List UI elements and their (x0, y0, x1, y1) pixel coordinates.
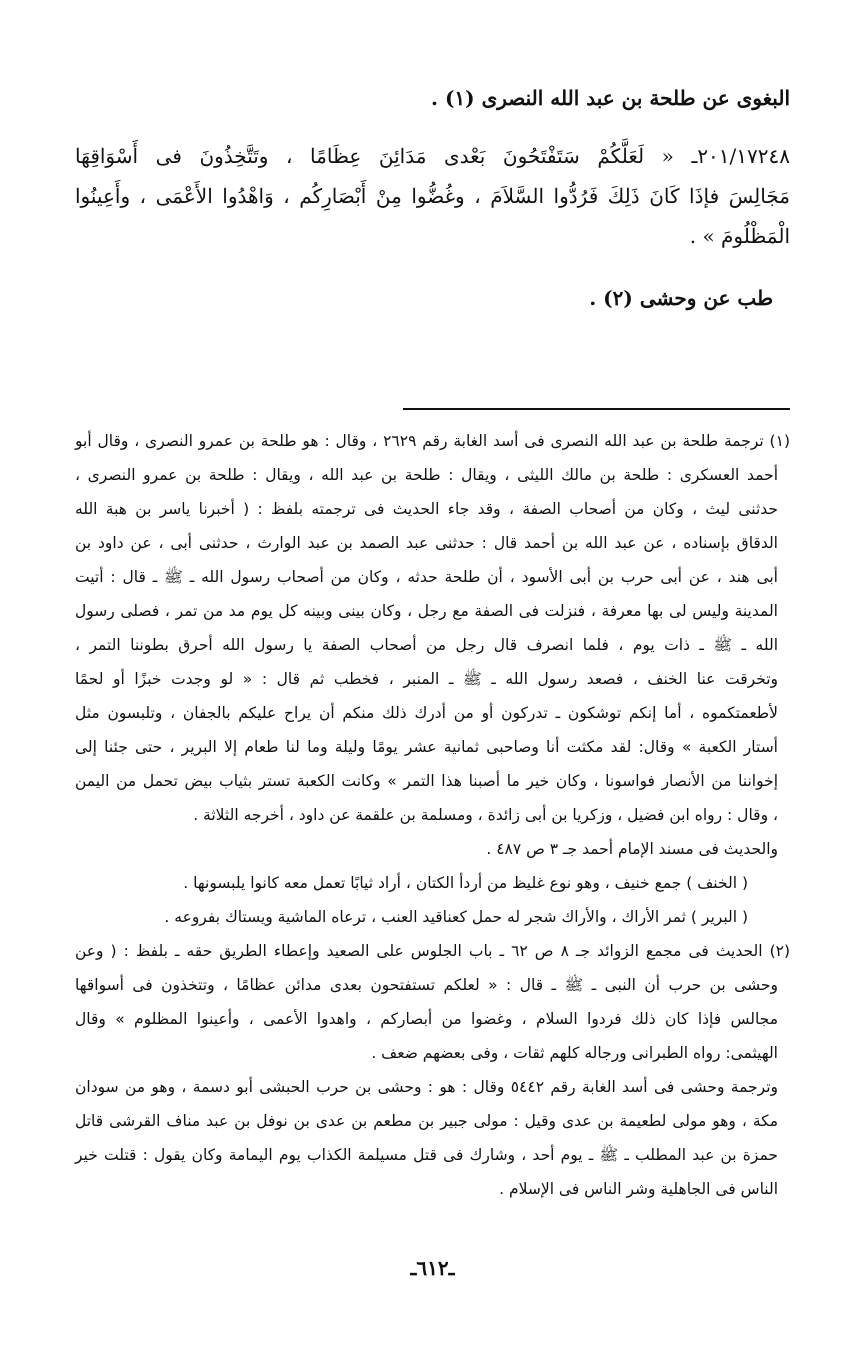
footnote-line: لأطعمتكموه ، أما إنكم توشكون ـ تدركون أو من أدرك ذلك منكم أن يراح عليكم بالجفان ، وتلبسون مثل (75, 704, 778, 722)
footnote-line: وحشى بن حرب أن النبى ـ ﷺ ـ قال : « لعلكم تستفتحون بعدى مدائن عظامًا ، وتتخذون فى أسواقها (75, 976, 778, 994)
footnotes (75, 424, 790, 1206)
hadith-line: ٢٠١/١٧٢٤٨ـ « لَعَلَّكُمْ سَتَفْتَحُونَ بَعْدى مَدَائِنَ عِظَامًا ، وتَتَّخِذُونَ فى أَسْوَاقِهَا (75, 144, 790, 168)
footnote-line: أبى هند ، عن أبى حرب بن أبى الأسود ، أن طلحة حدثه ، وكان من أصحاب رسول الله ـ ﷺ ـ قال : أتيت (75, 568, 778, 586)
footnote-line: أستار الكعبة » وقال: لقد مكثت أنا وصاحبى ثمانية عشر يومًا وليلة وما لنا طعام إلا البرير ، حتى جئنا إلى (75, 738, 778, 756)
footnote-line: المدينة وليس لى بها معرفة ، فنزلت فى الصفة مع رجل ، وكان بينى وبينه كل يوم مد من تمر ، فصلى رسول (75, 602, 778, 620)
footnote-line: ( الخنف ) جمع خنيف ، وهو نوع غليظ من أردأ الكتان ، أراد ثيابًا تعمل معه كانوا يلبسونها . (183, 874, 748, 892)
footnote-line: إخواننا من الأنصار فواسونا ، وكان خير ما أصبنا هذا التمر » وكانت الكعبة تستر بثياب بيض تحمل من اليمن (75, 772, 778, 790)
footnote-line: مكة ، وهو مولى لطعيمة بن عدى وقيل : مولى جبير بن مطعم بن عدى بن نوفل بن عبد مناف القرشى قاتل (75, 1112, 778, 1130)
main-text-line: البغوى عن طلحة بن عبد الله النصرى (١) . (431, 86, 790, 110)
footnote-line: حدثنى ليث ، وكان من أصحاب الصفة ، وقد جاء الحديث فى ترجمته بلفظ : ( أخبرنا ياسر بن هبة الله (75, 500, 778, 518)
hadith-line: مَجَالِسَ فإذَا كَانَ ذَلِكَ فَرُدُّوا السَّلاَمَ ، وغُضُّوا مِنْ أَبْصَارِكُم ، وَاهْدُوا الأَعْمَى ، وأَعِينُوا (75, 184, 790, 208)
page-number: ـ٦١٢ـ (410, 1256, 455, 1280)
footnote-line: وتخرقت عنا الخنف ، فصعد رسول الله ـ ﷺ ـ المنبر ، فخطب ثم قال : « لو وجدت خبزًا أو لحمًا (75, 670, 778, 688)
footnote-line: ، وقال : رواه ابن فضيل ، وزكريا بن أبى زائدة ، ومسلمة بن علقمة عن داود ، أخرجه الثلاثة . (193, 806, 778, 824)
footnote-line: (٢) الحديث فى مجمع الزوائد جـ ٨ ص ٦٢ ـ باب الجلوس على الصعيد وإعطاء الطريق حقه ـ بلفظ : ( وعن (75, 942, 791, 960)
hadith-line: الْمَظْلُومَ » . (689, 224, 790, 248)
footnote-line: الدقاق بإسناده ، عن عبد الله بن أحمد قال : حدثنى عبد الصمد بن عبد الوارث ، حدثنى أبى ، عن داود بن (75, 534, 778, 552)
footnote-line: الهيثمى: رواه الطبرانى ورجاله كلهم ثقات ، وفى بعضهم ضعف . (371, 1044, 778, 1062)
footnote-line: ( البرير ) ثمر الأراك ، والأراك شجر له حمل كعناقيد العنب ، ترعاه الماشية ويستاك بفروعه . (164, 908, 748, 926)
footnote-line: الناس فى الجاهلية وشر الناس فى الإسلام . (499, 1180, 778, 1198)
footnote-line: مجالس فإذا كان ذلك فردوا السلام ، وغضوا من أبصاركم ، واهدوا الأعمى ، وأعينوا المظلوم » وقال (75, 1010, 778, 1028)
source-line: طب عن وحشى (٢) . (589, 286, 773, 310)
footnote-line: أحمد العسكرى : طلحة بن مالك الليثى ، ويقال : طلحة بن عبد الله ، ويقال : طلحة بن عمرو النصرى ، (75, 466, 778, 484)
footnote-line: الله ـ ﷺ ـ ذات يوم ، فلما انصرف قال رجل من أصحاب الصفة يا رسول الله أحرق بطوننا التمر ، (75, 636, 778, 654)
footnote-separator (403, 408, 790, 410)
footnote-line: والحديث فى مسند الإمام أحمد جـ ٣ ص ٤٨٧ . (486, 840, 778, 858)
footnote-line: وترجمة وحشى فى أسد الغابة رقم ٥٤٤٢ وقال : هو : وحشى بن حرب الحبشى أبو دسمة ، وهو من سودان (75, 1078, 778, 1096)
footnote-line: (١) ترجمة طلحة بن عبد الله النصرى فى أسد الغابة رقم ٢٦٢٩ ، وقال : هو طلحة بن عمرو النصرى ، وقال أبو (75, 432, 790, 450)
footnote-line: حمزة بن عبد المطلب ـ ﷺ ـ يوم أحد ، وشارك فى قتل مسيلمة الكذاب يوم اليمامة وكان يقول : قتلت خير (75, 1146, 778, 1164)
